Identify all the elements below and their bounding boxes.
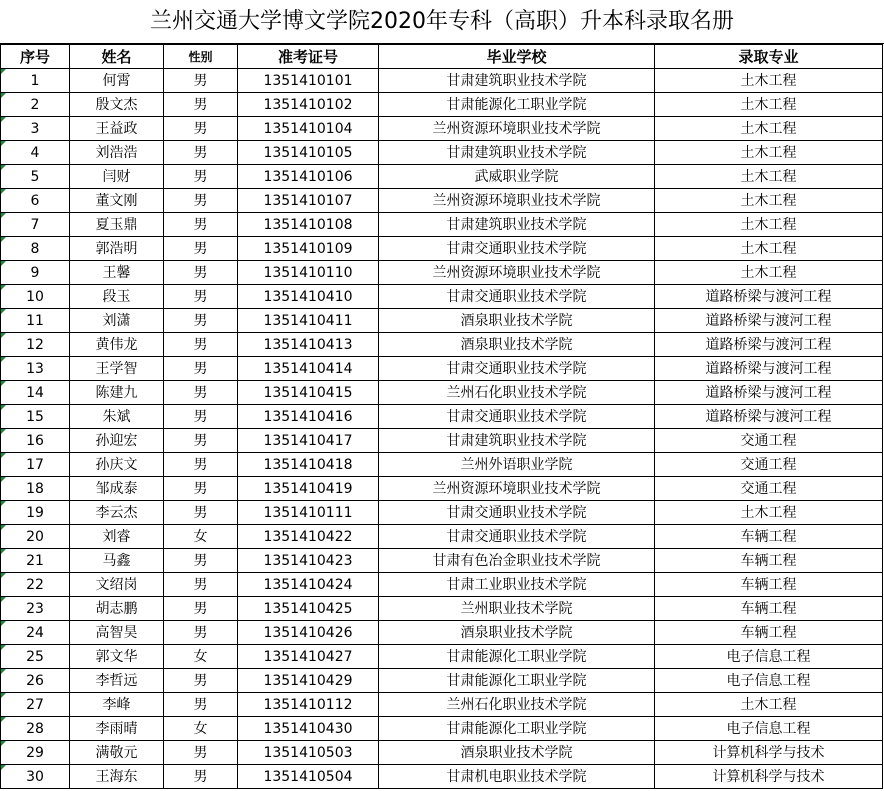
header-exam-id: 准考证号	[238, 45, 379, 69]
cell-major[interactable]: 道路桥梁与渡河工程	[655, 405, 883, 429]
table-row	[1, 141, 883, 165]
header-name: 姓名	[70, 45, 164, 69]
cell-school[interactable]: 甘肃交通职业技术学院	[379, 405, 655, 429]
cell-gender[interactable]: 男	[164, 117, 238, 141]
cell-gender[interactable]: 男	[164, 621, 238, 645]
header-major: 录取专业	[655, 45, 883, 69]
cell-exam-id[interactable]: 1351410102	[238, 93, 379, 117]
admission-table	[0, 44, 883, 789]
cell-name[interactable]: 刘浩浩	[70, 141, 164, 165]
table-row	[1, 717, 883, 741]
cell-exam-id[interactable]: 1351410504	[238, 765, 379, 789]
cell-major[interactable]: 道路桥梁与渡河工程	[655, 381, 883, 405]
cell-gender[interactable]: 男	[164, 501, 238, 525]
cell-name[interactable]: 王海东	[70, 765, 164, 789]
table-row	[1, 477, 883, 501]
cell-name[interactable]: 李雨晴	[70, 717, 164, 741]
cell-school[interactable]: 兰州石化职业技术学院	[379, 693, 655, 717]
cell-school[interactable]: 甘肃能源化工职业学院	[379, 669, 655, 693]
cell-seq[interactable]: 8	[1, 237, 70, 261]
cell-school[interactable]: 兰州资源环境职业技术学院	[379, 261, 655, 285]
cell-gender[interactable]: 男	[164, 669, 238, 693]
table-row	[1, 669, 883, 693]
cell-major[interactable]: 土木工程	[655, 237, 883, 261]
cell-seq[interactable]: 9	[1, 261, 70, 285]
cell-school[interactable]: 甘肃交通职业技术学院	[379, 237, 655, 261]
cell-exam-id[interactable]: 1351410424	[238, 573, 379, 597]
table-row	[1, 549, 883, 573]
cell-name[interactable]: 王馨	[70, 261, 164, 285]
table-row	[1, 453, 883, 477]
cell-exam-id[interactable]: 1351410423	[238, 549, 379, 573]
table-row	[1, 765, 883, 789]
cell-gender[interactable]: 男	[164, 165, 238, 189]
cell-seq[interactable]: 16	[1, 429, 70, 453]
cell-gender[interactable]: 男	[164, 429, 238, 453]
cell-name[interactable]: 马鑫	[70, 549, 164, 573]
cell-gender[interactable]: 男	[164, 261, 238, 285]
cell-name[interactable]: 陈建九	[70, 381, 164, 405]
cell-major[interactable]: 土木工程	[655, 693, 883, 717]
cell-gender[interactable]: 男	[164, 189, 238, 213]
cell-seq[interactable]: 10	[1, 285, 70, 309]
cell-seq[interactable]: 26	[1, 669, 70, 693]
cell-major[interactable]: 道路桥梁与渡河工程	[655, 285, 883, 309]
cell-seq[interactable]: 17	[1, 453, 70, 477]
cell-seq[interactable]: 28	[1, 717, 70, 741]
cell-major[interactable]: 电子信息工程	[655, 717, 883, 741]
cell-major[interactable]: 土木工程	[655, 213, 883, 237]
cell-seq[interactable]: 2	[1, 93, 70, 117]
cell-seq[interactable]: 21	[1, 549, 70, 573]
cell-exam-id[interactable]: 1351410411	[238, 309, 379, 333]
cell-name[interactable]: 孙迎宏	[70, 429, 164, 453]
cell-name[interactable]: 黄伟龙	[70, 333, 164, 357]
cell-gender[interactable]: 男	[164, 573, 238, 597]
cell-school[interactable]: 甘肃交通职业技术学院	[379, 357, 655, 381]
cell-school[interactable]: 甘肃建筑职业技术学院	[379, 69, 655, 93]
cell-seq[interactable]: 4	[1, 141, 70, 165]
cell-school[interactable]: 兰州资源环境职业技术学院	[379, 189, 655, 213]
cell-school[interactable]: 武威职业学院	[379, 165, 655, 189]
cell-seq[interactable]: 12	[1, 333, 70, 357]
cell-exam-id[interactable]: 1351410109	[238, 237, 379, 261]
cell-gender[interactable]: 男	[164, 237, 238, 261]
header-gender: 性别	[164, 45, 238, 69]
cell-gender[interactable]: 男	[164, 597, 238, 621]
cell-major[interactable]: 交通工程	[655, 477, 883, 501]
table-row	[1, 357, 883, 381]
table-row	[1, 597, 883, 621]
cell-exam-id[interactable]: 1351410426	[238, 621, 379, 645]
cell-seq[interactable]: 13	[1, 357, 70, 381]
cell-name[interactable]: 郭文华	[70, 645, 164, 669]
cell-major[interactable]: 车辆工程	[655, 621, 883, 645]
cell-major[interactable]: 土木工程	[655, 189, 883, 213]
cell-name[interactable]: 何霄	[70, 69, 164, 93]
cell-gender[interactable]: 男	[164, 309, 238, 333]
cell-gender[interactable]: 女	[164, 717, 238, 741]
cell-name[interactable]: 孙庆文	[70, 453, 164, 477]
cell-exam-id[interactable]: 1351410112	[238, 693, 379, 717]
cell-seq[interactable]: 30	[1, 765, 70, 789]
table-row	[1, 501, 883, 525]
cell-seq[interactable]: 23	[1, 597, 70, 621]
cell-major[interactable]: 土木工程	[655, 261, 883, 285]
header-school: 毕业学校	[379, 45, 655, 69]
cell-major[interactable]: 计算机科学与技术	[655, 765, 883, 789]
cell-name[interactable]: 胡志鹏	[70, 597, 164, 621]
cell-school[interactable]: 甘肃能源化工职业学院	[379, 717, 655, 741]
cell-exam-id[interactable]: 1351410101	[238, 69, 379, 93]
table-row	[1, 741, 883, 765]
cell-seq[interactable]: 7	[1, 213, 70, 237]
header-seq: 序号	[1, 45, 70, 69]
cell-gender[interactable]: 男	[164, 741, 238, 765]
cell-major[interactable]: 交通工程	[655, 453, 883, 477]
cell-exam-id[interactable]: 1351410111	[238, 501, 379, 525]
table-row	[1, 165, 883, 189]
cell-name[interactable]: 文绍岗	[70, 573, 164, 597]
table-body	[1, 69, 883, 789]
cell-major[interactable]: 电子信息工程	[655, 645, 883, 669]
cell-name[interactable]: 郭浩明	[70, 237, 164, 261]
cell-seq[interactable]: 15	[1, 405, 70, 429]
cell-exam-id[interactable]: 1351410422	[238, 525, 379, 549]
cell-school[interactable]: 兰州外语职业学院	[379, 453, 655, 477]
cell-exam-id[interactable]: 1351410503	[238, 741, 379, 765]
cell-school[interactable]: 兰州资源环境职业技术学院	[379, 477, 655, 501]
cell-exam-id[interactable]: 1351410430	[238, 717, 379, 741]
cell-gender[interactable]: 男	[164, 477, 238, 501]
cell-exam-id[interactable]: 1351410425	[238, 597, 379, 621]
cell-major[interactable]: 车辆工程	[655, 549, 883, 573]
table-row	[1, 261, 883, 285]
cell-school[interactable]: 甘肃机电职业技术学院	[379, 765, 655, 789]
table-row	[1, 117, 883, 141]
cell-exam-id[interactable]: 1351410105	[238, 141, 379, 165]
cell-seq[interactable]: 22	[1, 573, 70, 597]
cell-school[interactable]: 兰州石化职业技术学院	[379, 381, 655, 405]
cell-name[interactable]: 段玉	[70, 285, 164, 309]
cell-gender[interactable]: 男	[164, 213, 238, 237]
cell-school[interactable]: 甘肃建筑职业技术学院	[379, 429, 655, 453]
cell-seq[interactable]: 27	[1, 693, 70, 717]
cell-major[interactable]: 土木工程	[655, 165, 883, 189]
table-row	[1, 645, 883, 669]
cell-gender[interactable]: 男	[164, 285, 238, 309]
cell-name[interactable]: 李峰	[70, 693, 164, 717]
cell-exam-id[interactable]: 1351410108	[238, 213, 379, 237]
cell-gender[interactable]: 男	[164, 549, 238, 573]
cell-gender[interactable]: 男	[164, 357, 238, 381]
table-row	[1, 381, 883, 405]
cell-seq[interactable]: 29	[1, 741, 70, 765]
sheet-title: 兰州交通大学博文学院2020年专科（高职）升本科录取名册	[0, 0, 884, 44]
cell-exam-id[interactable]: 1351410107	[238, 189, 379, 213]
cell-school[interactable]: 酒泉职业技术学院	[379, 333, 655, 357]
cell-seq[interactable]: 14	[1, 381, 70, 405]
cell-gender[interactable]: 男	[164, 381, 238, 405]
cell-gender[interactable]: 男	[164, 333, 238, 357]
cell-name[interactable]: 刘睿	[70, 525, 164, 549]
cell-name[interactable]: 殷文杰	[70, 93, 164, 117]
cell-exam-id[interactable]: 1351410415	[238, 381, 379, 405]
table-row	[1, 237, 883, 261]
cell-major[interactable]: 土木工程	[655, 117, 883, 141]
cell-major[interactable]: 土木工程	[655, 69, 883, 93]
cell-school[interactable]: 甘肃交通职业技术学院	[379, 501, 655, 525]
cell-school[interactable]: 甘肃交通职业技术学院	[379, 525, 655, 549]
cell-school[interactable]: 甘肃交通职业技术学院	[379, 285, 655, 309]
cell-major[interactable]: 道路桥梁与渡河工程	[655, 333, 883, 357]
table-row	[1, 69, 883, 93]
table-row	[1, 573, 883, 597]
table-row	[1, 621, 883, 645]
cell-name[interactable]: 满敬元	[70, 741, 164, 765]
cell-major[interactable]: 车辆工程	[655, 573, 883, 597]
cell-exam-id[interactable]: 1351410110	[238, 261, 379, 285]
cell-exam-id[interactable]: 1351410106	[238, 165, 379, 189]
cell-seq[interactable]: 25	[1, 645, 70, 669]
cell-seq[interactable]: 18	[1, 477, 70, 501]
table-row	[1, 93, 883, 117]
cell-school[interactable]: 酒泉职业技术学院	[379, 621, 655, 645]
cell-exam-id[interactable]: 1351410417	[238, 429, 379, 453]
cell-school[interactable]: 酒泉职业技术学院	[379, 741, 655, 765]
cell-school[interactable]: 兰州资源环境职业技术学院	[379, 117, 655, 141]
cell-school[interactable]: 甘肃建筑职业技术学院	[379, 213, 655, 237]
cell-major[interactable]: 土木工程	[655, 93, 883, 117]
cell-gender[interactable]: 男	[164, 693, 238, 717]
cell-name[interactable]: 王益政	[70, 117, 164, 141]
cell-school[interactable]: 甘肃建筑职业技术学院	[379, 141, 655, 165]
cell-gender[interactable]: 男	[164, 453, 238, 477]
cell-school[interactable]: 甘肃能源化工职业学院	[379, 645, 655, 669]
cell-major[interactable]: 道路桥梁与渡河工程	[655, 309, 883, 333]
cell-school[interactable]: 酒泉职业技术学院	[379, 309, 655, 333]
cell-exam-id[interactable]: 1351410414	[238, 357, 379, 381]
cell-gender[interactable]: 女	[164, 645, 238, 669]
table-row	[1, 429, 883, 453]
cell-gender[interactable]: 男	[164, 765, 238, 789]
cell-name[interactable]: 邹成泰	[70, 477, 164, 501]
table-row	[1, 189, 883, 213]
cell-exam-id[interactable]: 1351410413	[238, 333, 379, 357]
cell-gender[interactable]: 男	[164, 405, 238, 429]
cell-name[interactable]: 董文刚	[70, 189, 164, 213]
cell-seq[interactable]: 20	[1, 525, 70, 549]
table-row	[1, 285, 883, 309]
cell-school[interactable]: 甘肃能源化工职业学院	[379, 93, 655, 117]
cell-gender[interactable]: 男	[164, 93, 238, 117]
header-row	[1, 45, 883, 69]
cell-major[interactable]: 计算机科学与技术	[655, 741, 883, 765]
table-row	[1, 309, 883, 333]
cell-seq[interactable]: 5	[1, 165, 70, 189]
cell-major[interactable]: 电子信息工程	[655, 669, 883, 693]
table-row	[1, 333, 883, 357]
table-row	[1, 213, 883, 237]
cell-seq[interactable]: 11	[1, 309, 70, 333]
cell-major[interactable]: 土木工程	[655, 501, 883, 525]
cell-exam-id[interactable]: 1351410418	[238, 453, 379, 477]
cell-major[interactable]: 土木工程	[655, 141, 883, 165]
table-row	[1, 525, 883, 549]
cell-name[interactable]: 李云杰	[70, 501, 164, 525]
table-row	[1, 693, 883, 717]
table-row	[1, 405, 883, 429]
cell-seq[interactable]: 6	[1, 189, 70, 213]
cell-exam-id[interactable]: 1351410410	[238, 285, 379, 309]
cell-name[interactable]: 刘潇	[70, 309, 164, 333]
cell-exam-id[interactable]: 1351410429	[238, 669, 379, 693]
cell-name[interactable]: 李哲远	[70, 669, 164, 693]
cell-exam-id[interactable]: 1351410416	[238, 405, 379, 429]
cell-name[interactable]: 夏玉鼎	[70, 213, 164, 237]
cell-major[interactable]: 道路桥梁与渡河工程	[655, 357, 883, 381]
cell-gender[interactable]: 女	[164, 525, 238, 549]
cell-major[interactable]: 车辆工程	[655, 597, 883, 621]
cell-major[interactable]: 交通工程	[655, 429, 883, 453]
cell-seq[interactable]: 1	[1, 69, 70, 93]
cell-name[interactable]: 闫财	[70, 165, 164, 189]
cell-exam-id[interactable]: 1351410419	[238, 477, 379, 501]
cell-gender[interactable]: 男	[164, 69, 238, 93]
cell-school[interactable]: 兰州职业技术学院	[379, 597, 655, 621]
cell-school[interactable]: 甘肃工业职业技术学院	[379, 573, 655, 597]
cell-gender[interactable]: 男	[164, 141, 238, 165]
cell-name[interactable]: 朱斌	[70, 405, 164, 429]
cell-major[interactable]: 车辆工程	[655, 525, 883, 549]
cell-name[interactable]: 高智昊	[70, 621, 164, 645]
cell-seq[interactable]: 19	[1, 501, 70, 525]
cell-exam-id[interactable]: 1351410104	[238, 117, 379, 141]
cell-seq[interactable]: 3	[1, 117, 70, 141]
cell-seq[interactable]: 24	[1, 621, 70, 645]
cell-exam-id[interactable]: 1351410427	[238, 645, 379, 669]
cell-school[interactable]: 甘肃有色冶金职业技术学院	[379, 549, 655, 573]
cell-name[interactable]: 王学智	[70, 357, 164, 381]
